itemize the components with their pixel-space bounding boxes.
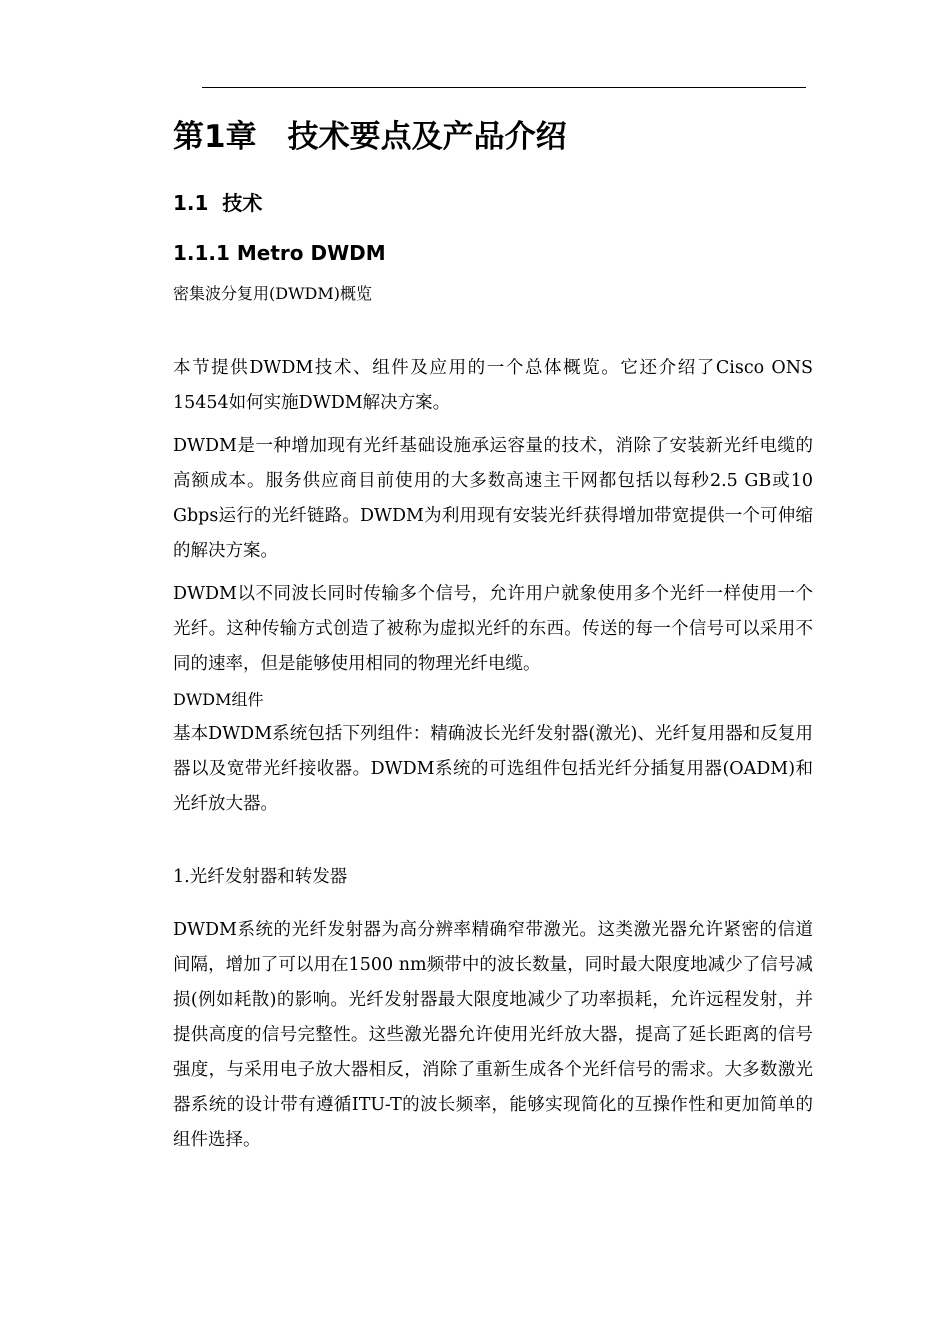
item-title-transmitters: 1.光纤发射器和转发器 — [173, 867, 348, 887]
header-rule — [202, 87, 806, 88]
subsection-heading: 1.1.1 Metro DWDM — [173, 241, 386, 265]
paragraph-transmitters: DWDM系统的光纤发射器为高分辨率精确窄带激光。这类激光器允许紧密的信道间隔，增加了可以用在1500 nm频带中的波长数量，同时最大限度地减少了信号减损(例如耗散)的影响。光纤发射器最大限度地减少了功率损耗，允许远程发射，并提供高度的信号完整性。这些激光器允许使用光纤放大器，提高了延长距离的信号强度，与采用电子放大器相反，消除了重新生成各个光纤信号的需求。大多数激光器系统的设计带有遵循ITU-T的波长频率，能够实现简化的互操作性和更加简单的组件选择。 — [173, 920, 813, 1150]
paragraph-dwdm-definition: DWDM是一种增加现有光纤基础设施承运容量的技术，消除了安装新光纤电缆的高额成本。服务供应商目前使用的大多数高速主干网都包括以每秒2.5 GB或10 Gbps运行的光纤链路。DWDM为利用现有安装光纤获得增加带宽提供一个可伸缩的解决方案。 — [173, 436, 813, 561]
document-content — [173, 110, 813, 1158]
paragraph-intro: 本节提供DWDM技术、组件及应用的一个总体概览。它还介绍了Cisco ONS 15454如何实施DWDM解决方案。 — [173, 358, 813, 413]
paragraph-dwdm-wavelengths: DWDM以不同波长同时传输多个信号，允许用户就象使用多个光纤一样使用一个光纤。这种传输方式创造了被称为虚拟光纤的东西。传送的每一个信号可以采用不同的速率，但是能够使用相同的物理光纤电缆。 — [173, 584, 813, 674]
paragraph-components: 基本DWDM系统包括下列组件：精确波长光纤发射器(激光)、光纤复用器和反复用器以及宽带光纤接收器。DWDM系统的可选组件包括光纤分插复用器(OADM)和光纤放大器。 — [173, 724, 813, 814]
section-heading: 1.1 技术 — [173, 191, 263, 215]
overview-title: 密集波分复用(DWDM)概览 — [173, 284, 372, 303]
chapter-title: 第1章 技术要点及产品介绍 — [173, 119, 567, 155]
components-title: DWDM组件 — [173, 690, 264, 709]
